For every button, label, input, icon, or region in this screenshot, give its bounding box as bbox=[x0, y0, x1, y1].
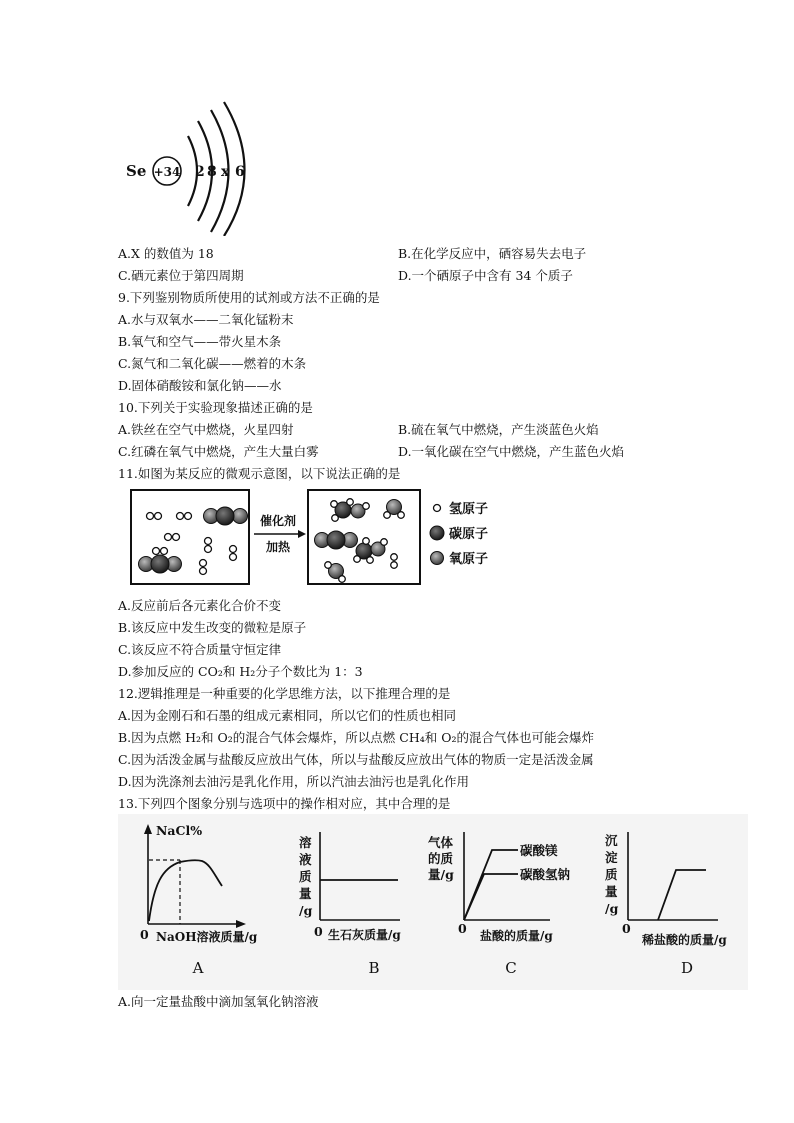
graph-b-letter: B bbox=[368, 959, 380, 977]
graph-b-ylabel: /g bbox=[299, 903, 313, 918]
nucleus-charge: +34 bbox=[153, 165, 181, 179]
co2-molecule bbox=[139, 555, 182, 573]
legend-oxygen: 氧原子 bbox=[449, 552, 489, 567]
graph-c-xlabel: 盐酸的质量/g bbox=[480, 929, 553, 943]
q10-option-d: D.一氧化碳在空气中燃烧，产生蓝色火焰 bbox=[398, 444, 625, 459]
legend-carbon-marker bbox=[430, 526, 444, 540]
shell-count-1: 2 bbox=[195, 164, 205, 180]
q11-option-c: C.该反应不符合质量守恒定律 bbox=[118, 642, 282, 657]
q9-option-a: A.水与双氧水——二氧化锰粉末 bbox=[118, 312, 294, 327]
graph-c-ylabel: 气体 bbox=[428, 835, 454, 850]
graph-d-ylabel: 淀 bbox=[605, 850, 618, 865]
graph-b-origin: 0 bbox=[314, 924, 323, 939]
graph-d-xlabel: 稀盐酸的质量/g bbox=[642, 933, 727, 947]
q8-option-c: C.硒元素位于第四周期 bbox=[118, 268, 244, 283]
graph-c-ylabel: 量/g bbox=[428, 867, 454, 882]
q10-option-c: C.红磷在氧气中燃烧，产生大量白雾 bbox=[118, 444, 319, 459]
q10-stem: 10.下列关于实验现象描述正确的是 bbox=[118, 400, 313, 415]
graph-d-letter: D bbox=[680, 959, 694, 977]
graph-b-ylabel: 液 bbox=[299, 852, 312, 867]
graph-c-series-label: 碳酸氢钠 bbox=[520, 867, 571, 882]
q12-option-a: A.因为金刚石和石墨的组成元素相同，所以它们的性质也相同 bbox=[118, 708, 457, 723]
legend-oxygen-marker bbox=[431, 552, 444, 565]
graph-a-xlabel: NaOH溶液质量/g bbox=[156, 930, 258, 944]
q13-graphs bbox=[118, 814, 748, 990]
selenium-atom-diagram bbox=[118, 96, 268, 236]
q13-stem: 13.下列四个图象分别与选项中的操作相对应，其中合理的是 bbox=[118, 796, 451, 811]
graph-c-letter: C bbox=[505, 959, 517, 977]
graph-b-ylabel: 溶 bbox=[299, 835, 312, 850]
arrow-condition-top: 催化剂 bbox=[259, 514, 297, 528]
co2-molecule bbox=[315, 531, 358, 549]
graph-d-ylabel: 沉 bbox=[605, 833, 618, 848]
legend-carbon: 碳原子 bbox=[449, 527, 489, 542]
q11-option-b: B.该反应中发生改变的微粒是原子 bbox=[118, 620, 307, 635]
element-symbol: Se bbox=[126, 162, 147, 180]
graph-d-ylabel: /g bbox=[605, 901, 619, 916]
q9-option-d: D.固体硝酸铵和氯化钠——水 bbox=[118, 378, 282, 393]
shell-count-3: x bbox=[221, 164, 230, 180]
q12-option-c: C.因为活泼金属与盐酸反应放出气体，所以与盐酸反应放出气体的物质一定是活泼金属 bbox=[118, 752, 594, 767]
q12-option-b: B.因为点燃 H₂和 O₂的混合气体会爆炸，所以点燃 CH₄和 O₂的混合气体也可能会爆炸 bbox=[118, 730, 594, 745]
q9-option-c: C.氮气和二氧化碳——燃着的木条 bbox=[118, 356, 307, 371]
q10-option-a: A.铁丝在空气中燃烧，火星四射 bbox=[118, 422, 294, 437]
graph-a-letter: A bbox=[192, 959, 204, 977]
q8-option-a: A.X 的数值为 18 bbox=[118, 246, 214, 261]
arrow-condition-bottom: 加热 bbox=[265, 540, 291, 554]
graph-b-ylabel: 量 bbox=[299, 886, 312, 901]
reaction-micro-diagram bbox=[128, 487, 508, 591]
q9-stem: 9.下列鉴别物质所使用的试剂或方法不正确的是 bbox=[118, 290, 380, 305]
shell-count-2: 8 bbox=[207, 164, 217, 180]
q11-option-d: D.参加反应的 CO₂和 H₂分子个数比为 1：3 bbox=[118, 664, 363, 679]
co2-molecule bbox=[204, 507, 248, 525]
q9-option-b: B.氧气和空气——带火星木条 bbox=[118, 334, 282, 349]
q13-option-a: A.向一定量盐酸中滴加氢氧化钠溶液 bbox=[118, 994, 319, 1009]
q10-option-b: B.硫在氧气中燃烧，产生淡蓝色火焰 bbox=[398, 422, 599, 437]
legend-hydrogen: 氢原子 bbox=[449, 502, 489, 517]
graph-d-origin: 0 bbox=[622, 921, 631, 936]
q11-option-a: A.反应前后各元素化合价不变 bbox=[118, 598, 282, 613]
graph-a-origin: 0 bbox=[140, 927, 149, 942]
graph-c-ylabel: 的质 bbox=[428, 851, 454, 866]
q8-option-d: D.一个硒原子中含有 34 个质子 bbox=[398, 268, 573, 283]
q11-stem: 11.如图为某反应的微观示意图，以下说法正确的是 bbox=[118, 466, 401, 481]
graph-d-ylabel: 质 bbox=[605, 867, 618, 882]
graph-c-origin: 0 bbox=[458, 921, 467, 936]
q12-stem: 12.逻辑推理是一种重要的化学思维方法，以下推理合理的是 bbox=[118, 686, 451, 701]
graph-b-ylabel: 质 bbox=[299, 869, 312, 884]
graph-a-ylabel: NaCl% bbox=[156, 823, 203, 838]
graph-d-ylabel: 量 bbox=[605, 884, 618, 899]
shell-count-4: 6 bbox=[235, 164, 245, 180]
graph-c-series-label: 碳酸镁 bbox=[520, 843, 558, 858]
graph-b-xlabel: 生石灰质量/g bbox=[328, 928, 401, 942]
legend-hydrogen-marker bbox=[434, 505, 441, 512]
q12-option-d: D.因为洗涤剂去油污是乳化作用，所以汽油去油污也是乳化作用 bbox=[118, 774, 470, 789]
q8-option-b: B.在化学反应中，硒容易失去电子 bbox=[398, 246, 587, 261]
